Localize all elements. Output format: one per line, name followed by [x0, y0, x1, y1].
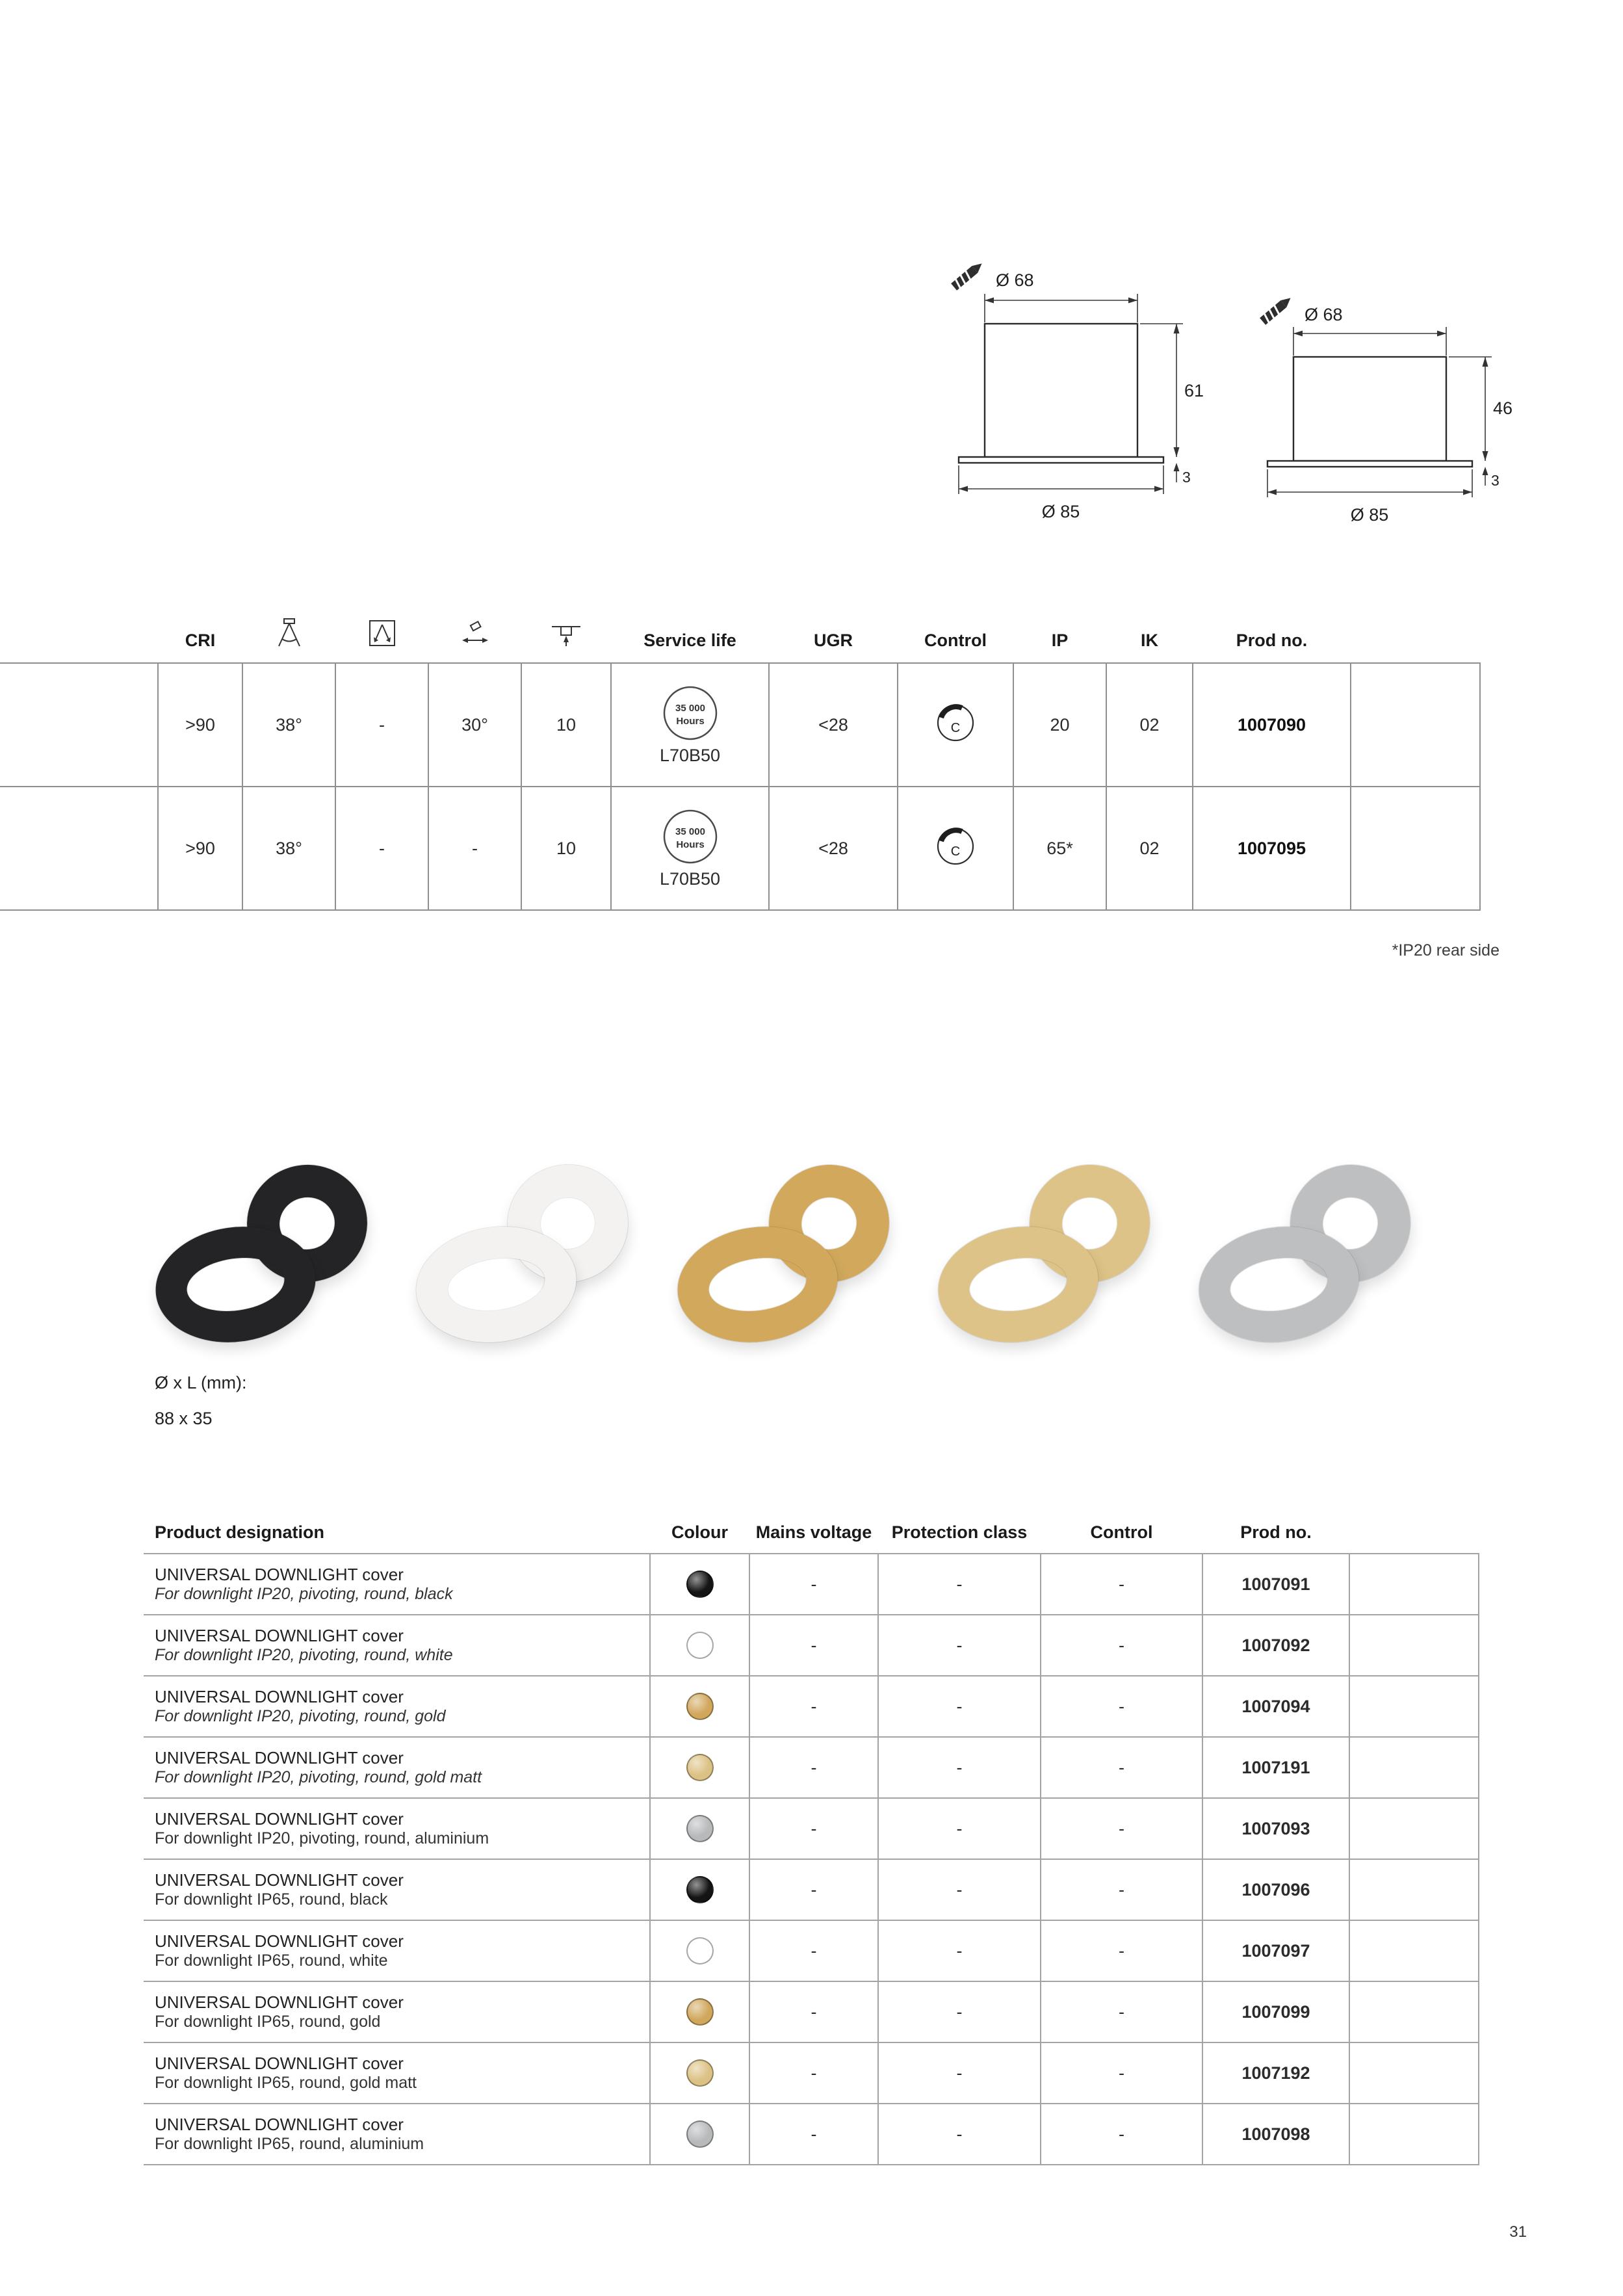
prod-no: 1007092 [1202, 1615, 1349, 1676]
product-image-cell [0, 663, 158, 787]
protection-class-value: - [878, 1737, 1041, 1798]
protection-class-value: - [878, 1676, 1041, 1737]
header-mains-voltage: Mains voltage [755, 1522, 872, 1542]
colour-dot [686, 1815, 714, 1842]
product-subtitle: For downlight IP20, pivoting, round, gold [155, 1707, 446, 1725]
spec-header-cri: CRI [185, 631, 216, 650]
ugr-value: <28 [769, 663, 898, 787]
prod-no: 1007098 [1202, 2104, 1349, 2165]
colour-dot [686, 1571, 714, 1598]
product-row [144, 1981, 1479, 2042]
mains-voltage-value: - [749, 1920, 878, 1981]
svg-text:Hours: Hours [675, 715, 705, 727]
dim-flange: 3 [1491, 472, 1500, 489]
protection-class-value: - [878, 1920, 1041, 1981]
prod-no: 1007097 [1202, 1920, 1349, 1981]
product-row [144, 2104, 1479, 2165]
prod-no: 1007096 [1202, 1859, 1349, 1920]
photo-cover-white [413, 1162, 641, 1365]
beam-angle-icon [243, 616, 335, 651]
product-subtitle: For downlight IP65, round, gold matt [155, 2074, 417, 2092]
dim-diameter-bottom: Ø 85 [1350, 505, 1389, 525]
prod-no: 1007094 [1202, 1676, 1349, 1737]
dim-diameter-top: Ø 68 [996, 270, 1034, 290]
mains-voltage-value: - [749, 1981, 878, 2042]
screw-icon [1259, 296, 1294, 326]
product-title: UNIVERSAL DOWNLIGHT cover [155, 1931, 404, 1951]
spec-row [0, 787, 1480, 910]
protection-class-value: - [878, 2042, 1041, 2104]
dim-flange: 3 [1182, 469, 1191, 486]
mains-voltage-value: - [749, 1554, 878, 1615]
ik-value: 02 [1106, 787, 1193, 910]
product-title: UNIVERSAL DOWNLIGHT cover [155, 1565, 404, 1584]
spec-header-ik: IK [1141, 631, 1158, 650]
spec-table [0, 598, 1481, 911]
product-row [144, 1920, 1479, 1981]
colour-dot [686, 1937, 714, 1964]
product-image-cell [0, 787, 158, 910]
control-value: - [1041, 1981, 1202, 2042]
beam-angle-value: 38° [242, 787, 335, 910]
svg-text:35 000: 35 000 [675, 826, 705, 837]
product-subtitle: For downlight IP65, round, black [155, 1890, 388, 1909]
recess-depth-icon [522, 616, 610, 651]
prod-no: 1007095 [1193, 787, 1351, 910]
spec-header-control: Control [924, 631, 987, 650]
35000-hours-icon [662, 685, 719, 742]
size-note-value: 88 x 35 [155, 1409, 213, 1428]
header-prod-no: Prod no. [1240, 1522, 1312, 1542]
control-value: - [1041, 1615, 1202, 1676]
ugr-value: <28 [769, 787, 898, 910]
product-row [144, 1859, 1479, 1920]
ik-value: 02 [1106, 663, 1193, 787]
products-table [144, 1515, 1479, 2165]
protection-class-value: - [878, 2104, 1041, 2165]
recess-value: 10 [521, 787, 611, 910]
product-subtitle: For downlight IP65, round, gold [155, 2013, 381, 2031]
beam-angle-value: 38° [242, 663, 335, 787]
prod-no: 1007091 [1202, 1554, 1349, 1615]
dimension-drawing-ip20 [923, 259, 1215, 527]
protection-class-value: - [878, 1859, 1041, 1920]
colour-dot [686, 2059, 714, 2087]
page-number: 31 [1509, 2223, 1527, 2241]
svg-text:Hours: Hours [675, 839, 705, 850]
protection-class-value: - [878, 1615, 1041, 1676]
svg-text:35 000: 35 000 [675, 702, 705, 714]
product-row [144, 2042, 1479, 2104]
size-note-label: Ø x L (mm): [155, 1373, 247, 1392]
product-row [144, 1615, 1479, 1676]
colour-dot [686, 1693, 714, 1720]
protection-class-value: - [878, 1981, 1041, 2042]
recess-value: 10 [521, 663, 611, 787]
product-subtitle: For downlight IP20, pivoting, round, black [155, 1585, 453, 1603]
mains-voltage-value: - [749, 1859, 878, 1920]
product-subtitle: For downlight IP20, pivoting, round, gold matt [155, 1768, 482, 1786]
prod-no: 1007191 [1202, 1737, 1349, 1798]
spec-header-prod-no: Prod no. [1236, 631, 1308, 650]
prod-no: 1007090 [1193, 663, 1351, 787]
colour-dot [686, 1632, 714, 1659]
dim-diameter-top: Ø 68 [1305, 305, 1343, 324]
svg-text:C: C [950, 720, 961, 735]
protection-class-value: - [878, 1554, 1041, 1615]
distribution-value: - [335, 787, 428, 910]
product-title: UNIVERSAL DOWNLIGHT cover [155, 1870, 404, 1890]
ip-value: 65* [1013, 787, 1106, 910]
tilt-value: 30° [428, 663, 521, 787]
product-title: UNIVERSAL DOWNLIGHT cover [155, 2115, 404, 2134]
product-subtitle: For downlight IP65, round, white [155, 1951, 388, 1970]
colour-dot [686, 1754, 714, 1781]
dimmable-dial-icon [934, 825, 977, 868]
control-value: - [1041, 2042, 1202, 2104]
product-title: UNIVERSAL DOWNLIGHT cover [155, 1809, 404, 1829]
photo-cover-aluminium [1196, 1162, 1423, 1365]
product-photos [153, 1162, 1423, 1365]
tilt-angle-icon [429, 616, 521, 651]
spec-row [0, 663, 1480, 787]
product-row [144, 1737, 1479, 1798]
header-control: Control [1090, 1522, 1153, 1542]
mains-voltage-value: - [749, 1676, 878, 1737]
dim-diameter-bottom: Ø 85 [1041, 502, 1080, 521]
product-subtitle: For downlight IP20, pivoting, round, aluminium [155, 1829, 489, 1847]
spec-header-service-life: Service life [643, 631, 736, 650]
size-note [155, 1373, 247, 1429]
dim-height: 61 [1184, 381, 1204, 400]
mains-voltage-value: - [749, 1798, 878, 1859]
product-title: UNIVERSAL DOWNLIGHT cover [155, 1687, 404, 1706]
screw-icon [950, 259, 985, 292]
mains-voltage-value: - [749, 2042, 878, 2104]
control-value: - [1041, 1676, 1202, 1737]
protection-class-value: - [878, 1798, 1041, 1859]
dimension-drawing-ip65 [1232, 296, 1524, 530]
colour-dot [686, 1998, 714, 2026]
colour-dot [686, 1876, 714, 1903]
colour-dot [686, 2120, 714, 2148]
header-designation: Product designation [155, 1522, 325, 1542]
dimmable-dial-icon [934, 701, 977, 744]
cri-value: >90 [158, 787, 242, 910]
control-value: - [1041, 1920, 1202, 1981]
prod-no: 1007192 [1202, 2042, 1349, 2104]
distribution-value: - [335, 663, 428, 787]
light-distribution-icon [336, 616, 428, 651]
control-value: - [1041, 1737, 1202, 1798]
ip-footnote: *IP20 rear side [1392, 941, 1500, 959]
control-value: - [1041, 2104, 1202, 2165]
photo-cover-gold-matt [935, 1162, 1163, 1365]
product-title: UNIVERSAL DOWNLIGHT cover [155, 1748, 404, 1768]
mains-voltage-value: - [749, 1615, 878, 1676]
cri-value: >90 [158, 663, 242, 787]
product-subtitle: For downlight IP20, pivoting, round, white [155, 1646, 453, 1664]
spec-header-ugr: UGR [814, 631, 853, 650]
spec-header-ip: IP [1051, 631, 1069, 650]
photo-cover-gold [675, 1162, 902, 1365]
photo-cover-black [153, 1162, 380, 1365]
product-title: UNIVERSAL DOWNLIGHT cover [155, 1626, 404, 1645]
prod-no: 1007099 [1202, 1981, 1349, 2042]
product-row [144, 1676, 1479, 1737]
product-subtitle: For downlight IP65, round, aluminium [155, 2135, 424, 2153]
product-title: UNIVERSAL DOWNLIGHT cover [155, 2054, 404, 2073]
svg-text:C: C [950, 844, 961, 859]
product-title: UNIVERSAL DOWNLIGHT cover [155, 1992, 404, 2012]
header-protection-class: Protection class [891, 1522, 1028, 1542]
service-life-value: L70B50 [659, 745, 721, 765]
tilt-value: - [428, 787, 521, 910]
dim-height: 46 [1493, 398, 1513, 418]
header-colour: Colour [671, 1522, 728, 1542]
control-value: - [1041, 1554, 1202, 1615]
mains-voltage-value: - [749, 2104, 878, 2165]
ip-value: 20 [1013, 663, 1106, 787]
mains-voltage-value: - [749, 1737, 878, 1798]
product-row [144, 1554, 1479, 1615]
product-row [144, 1798, 1479, 1859]
35000-hours-icon [662, 808, 719, 865]
control-value: - [1041, 1798, 1202, 1859]
service-life-value: L70B50 [659, 868, 721, 889]
control-value: - [1041, 1859, 1202, 1920]
prod-no: 1007093 [1202, 1798, 1349, 1859]
